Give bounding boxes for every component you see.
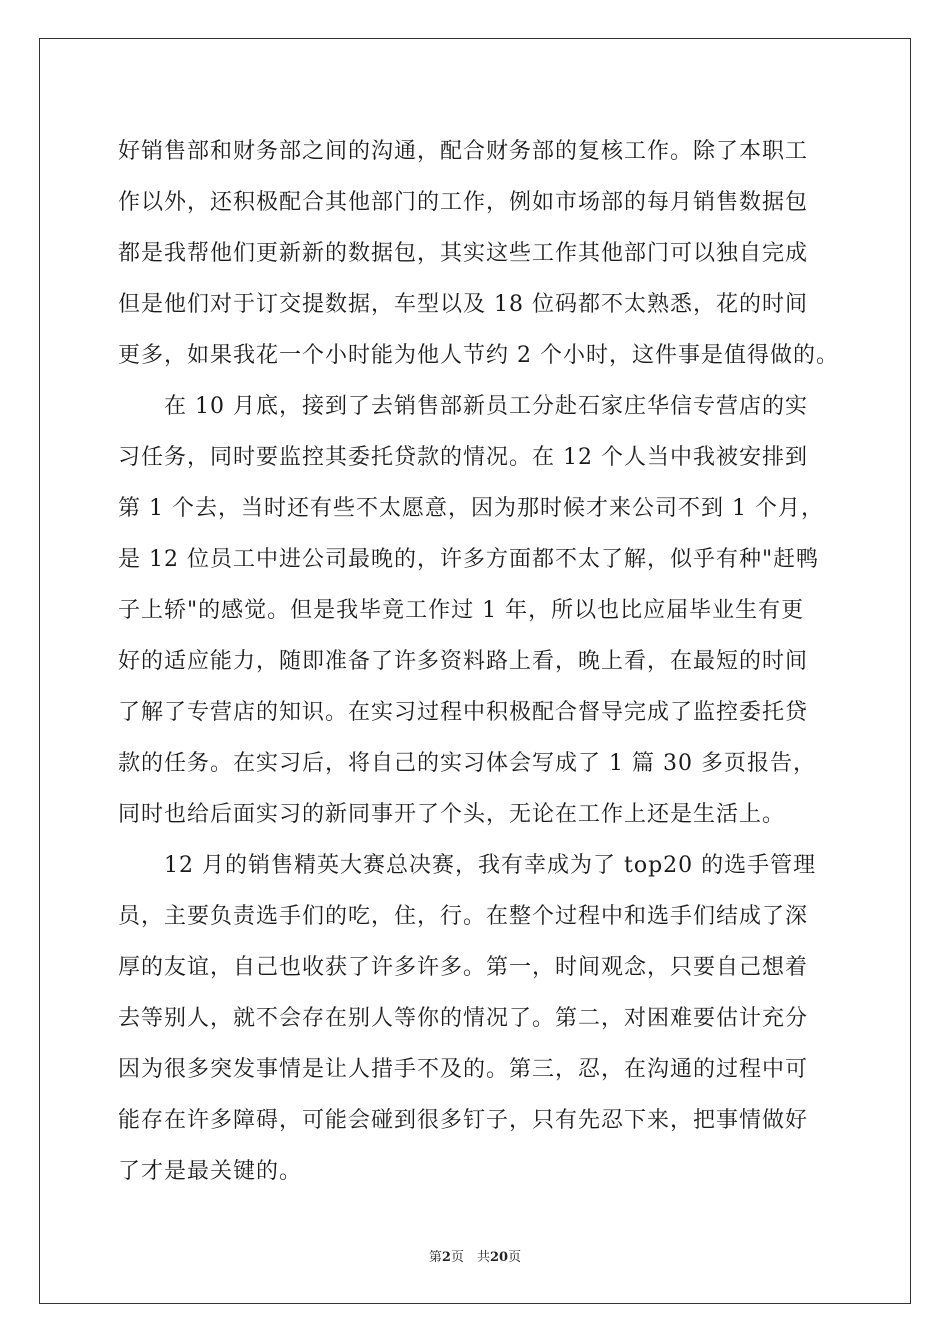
footer-prefix: 第 [428,1250,442,1265]
text-line: 子上轿"的感觉。但是我毕竟工作过 1 年，所以也比应届毕业生有更 [118,598,805,623]
text-line: 能存在许多障碍，可能会碰到很多钉子，只有先忍下来，把事情做好 [118,1108,809,1133]
page-number-footer [0,1246,950,1265]
footer-suffix: 页 [508,1250,522,1265]
document-body [118,126,838,1197]
text-line: 厚的友谊，自己也收获了许多许多。第一，时间观念，只要自己想着 [118,955,809,980]
text-line: 好的适应能力，随即准备了许多资料路上看，晚上看，在最短的时间 [118,649,809,674]
footer-middle: 页 共 [450,1250,490,1265]
text-line: 更多，如果我花一个小时能为他人节约 2 个小时，这件事是值得做的。 [118,343,839,368]
text-line: 了解了专营店的知识。在实习过程中积极配合督导完成了监控委托贷 [118,700,809,725]
text-line: 同时也给后面实习的新同事开了个头，无论在工作上还是生活上。 [118,802,786,827]
paragraph-start-line: 12 月的销售精英大赛总决赛，我有幸成为了 top20 的选手管理 [164,853,817,878]
text-line: 第 1 个去，当时还有些不太愿意，因为那时候才来公司不到 1 个月， [118,496,824,521]
current-page-number: 2 [441,1250,451,1265]
text-line: 款的任务。在实习后，将自己的实习体会写成了 1 篇 30 多页报告， [118,751,816,776]
text-line: 去等别人，就不会存在别人等你的情况了。第二，对困难要估计充分 [118,1006,809,1031]
text-line: 作以外，还积极配合其他部门的工作，例如市场部的每月销售数据包 [118,190,809,215]
text-line: 了才是最关键的。 [118,1159,303,1184]
text-line: 习任务，同时要监控其委托贷款的情况。在 12 个人当中我被安排到 [118,445,808,470]
paragraph-start-line: 在 10 月底，接到了去销售部新员工分赴石家庄华信专营店的实 [164,394,808,419]
text-line: 都是我帮他们更新新的数据包，其实这些工作其他部门可以独自完成 [118,241,809,266]
text-line: 是 12 位员工中进公司最晚的，许多方面都不太了解，似乎有种"赶鸭 [118,547,820,572]
text-line: 但是他们对于订交提数据，车型以及 18 位码都不太熟悉，花的时间 [118,292,808,317]
total-page-number: 20 [489,1250,509,1265]
text-line: 好销售部和财务部之间的沟通，配合财务部的复核工作。除了本职工 [118,139,809,164]
text-line: 因为很多突发事情是让人措手不及的。第三，忍，在沟通的过程中可 [118,1057,809,1082]
text-line: 员，主要负责选手们的吃，住，行。在整个过程中和选手们结成了深 [118,904,809,929]
